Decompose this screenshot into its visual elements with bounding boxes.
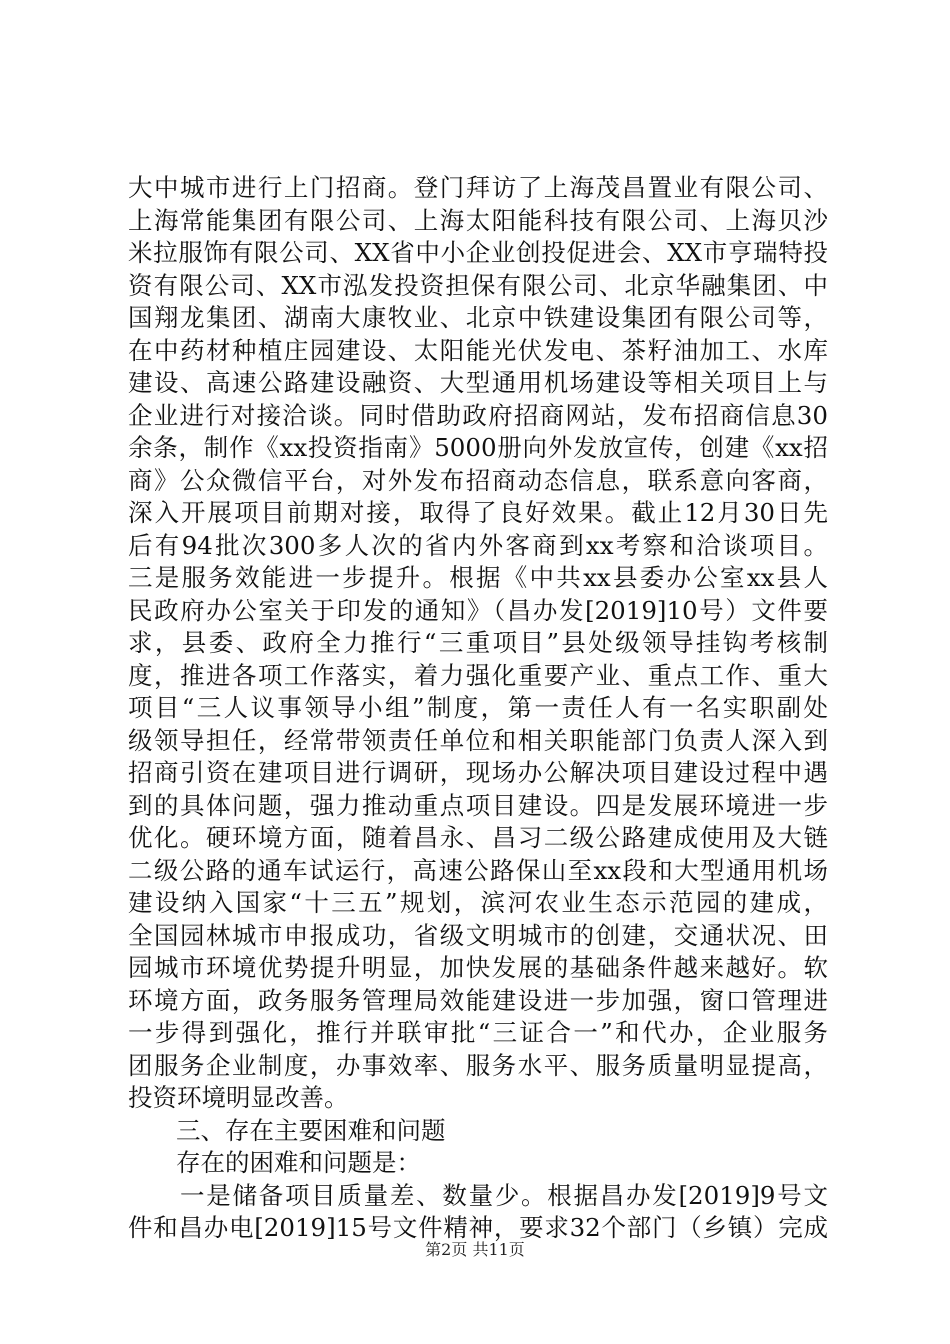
paragraph-line: 投资环境明显改善。 — [128, 1083, 349, 1112]
paragraph-line: 度，推进各项工作落实，着力强化重要产业、重点工作、重大 — [128, 660, 828, 690]
paragraph-line: 求，县委、政府全力推行“三重项目”县处级领导挂钩考核制 — [128, 628, 828, 657]
paragraph-line: 园城市环境优势提升明显，加快发展的基础条件越来越好。软 — [128, 953, 828, 982]
paragraph-line: 二级公路的通车试运行，高速公路保山至xx段和大型通用机场 — [128, 855, 828, 885]
paragraph-line: 后有94批次300多人次的省内外客商到xx考察和洽谈项目。 — [128, 530, 828, 560]
paragraph-line: 级领导担任，经常带领责任单位和相关职能部门负责人深入到 — [128, 725, 828, 755]
paragraph-line: 招商引资在建项目进行调研，现场办公解决项目建设过程中遇 — [128, 758, 828, 787]
item-line: 件和昌办电[2019]15号文件精神，要求32个部门（乡镇）完成 — [128, 1213, 828, 1242]
paragraph-line: 上海常能集团有限公司、上海太阳能科技有限公司、上海贝沙 — [128, 205, 828, 235]
intro-line: 存在的困难和问题是： — [176, 1148, 421, 1177]
paragraph-line: 余条，制作《xx投资指南》5000册向外发放宣传，创建《xx招 — [128, 433, 828, 462]
paragraph-line: 建设、高速公路建设融资、大型通用机场建设等相关项目上与 — [128, 368, 828, 397]
paragraph-line: 优化。硬环境方面，随着昌永、昌习二级公路建成使用及大链 — [128, 823, 828, 852]
paragraph-line: 三是服务效能进一步提升。根据《中共xx县委办公室xx县人 — [128, 563, 828, 592]
paragraph-line: 在中药材种植庄园建设、太阳能光伏发电、茶籽油加工、水库 — [128, 335, 828, 365]
paragraph-line: 一步得到强化，推行并联审批“三证合一”和代办，企业服务 — [128, 1018, 828, 1047]
paragraph-line: 国翔龙集团、湖南大康牧业、北京中铁建设集团有限公司等， — [128, 303, 828, 332]
item-line: 一是储备项目质量差、数量少。根据昌办发[2019]9号文 — [180, 1180, 828, 1210]
paragraph-line: 米拉服饰有限公司、XX省中小企业创投促进会、XX市亨瑞特投 — [128, 238, 828, 267]
body-text — [128, 172, 828, 1245]
paragraph-line: 项目“三人议事领导小组”制度，第一责任人有一名实职副处 — [128, 693, 828, 722]
paragraph-line: 到的具体问题，强力推动重点项目建设。四是发展环境进一步 — [128, 790, 828, 820]
paragraph-line: 商》公众微信平台，对外发布招商动态信息，联系意向客商， — [128, 465, 828, 495]
paragraph-line: 全国园林城市申报成功，省级文明城市的创建，交通状况、田 — [128, 920, 828, 950]
section-heading: 三、存在主要困难和问题 — [176, 1115, 446, 1145]
paragraph-line: 民政府办公室关于印发的通知》（昌办发[2019]10号）文件要 — [128, 595, 828, 625]
paragraph-line: 资有限公司、XX市泓发投资担保有限公司、北京华融集团、中 — [128, 270, 828, 300]
paragraph-line: 建设纳入国家“十三五”规划，滨河农业生态示范园的建成， — [128, 888, 828, 917]
paragraph-line: 环境方面，政务服务管理局效能建设进一步加强，窗口管理进 — [128, 985, 828, 1015]
page-footer: 第2页 共11页 — [425, 1240, 525, 1259]
paragraph-line: 团服务企业制度，办事效率、服务水平、服务质量明显提高， — [128, 1050, 828, 1080]
paragraph-line: 大中城市进行上门招商。登门拜访了上海茂昌置业有限公司、 — [128, 173, 828, 202]
paragraph-line: 深入开展项目前期对接，取得了良好效果。截止12月30日先 — [128, 498, 828, 527]
paragraph-line: 企业进行对接洽谈。同时借助政府招商网站，发布招商信息30 — [128, 400, 828, 430]
